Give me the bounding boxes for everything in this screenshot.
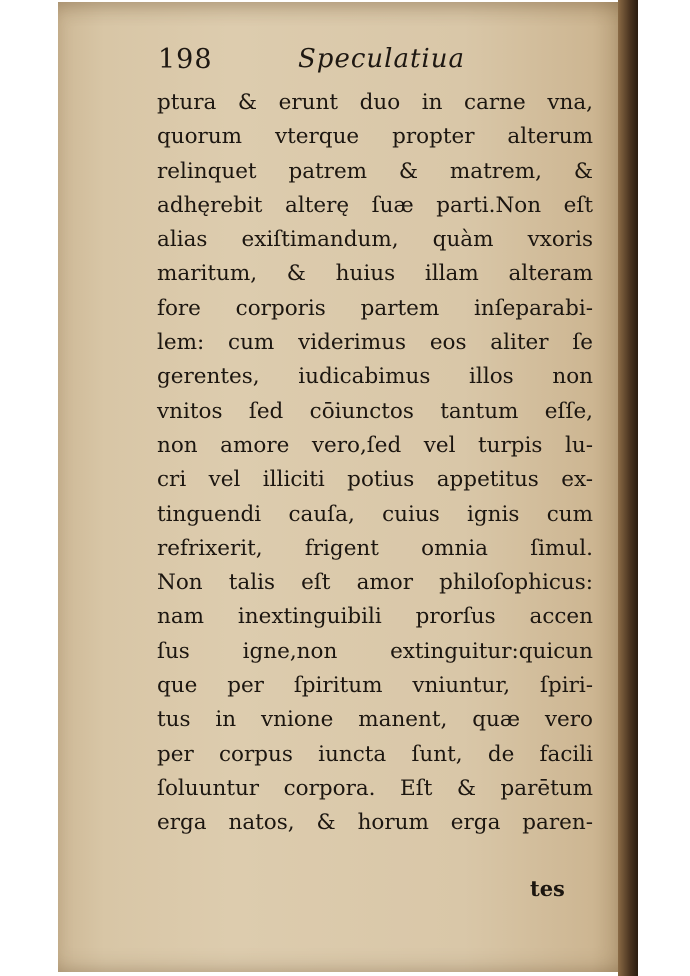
text-body <box>157 86 593 841</box>
text-line: non amore vero,ſed vel turpis lu- <box>157 432 593 458</box>
text-line: nam inextinguibili prorſus accen <box>157 604 593 630</box>
text-line: Non talis eſt amor philoſophicus: <box>157 570 593 596</box>
text-line: quorum vterque propter alterum <box>157 124 593 150</box>
text-line: cri vel illiciti potius appetitus ex- <box>157 467 593 493</box>
text-line: gerentes, iudicabimus illos non <box>157 364 593 390</box>
catchword: tes <box>530 876 565 901</box>
page-header <box>158 44 598 84</box>
page-number: 198 <box>158 44 213 75</box>
text-line: que per ſpiritum vniuntur, ſpiri- <box>157 673 593 699</box>
text-line: erga natos, & horum erga paren- <box>157 810 593 836</box>
text-line: per corpus iuncta ſunt, de facili <box>157 741 593 767</box>
text-line: fore corporis partem inſeparabi- <box>157 295 593 321</box>
text-line: maritum, & huius illam alteram <box>157 261 593 287</box>
text-line: ſus igne,non extinguitur:quicun <box>157 638 593 664</box>
book-spine-shadow <box>618 0 638 976</box>
text-line: vnitos ſed cōiunctos tantum eſſe, <box>157 398 593 424</box>
text-line: lem: cum viderimus eos aliter ſe <box>157 330 593 356</box>
running-head: Speculatiua <box>298 44 465 74</box>
text-line: tus in vnione manent, quæ vero <box>157 707 593 733</box>
text-line: adhęrebit alterę ſuæ parti.Non eſt <box>157 192 593 218</box>
text-line: refrixerit, frigent omnia ſimul. <box>157 535 593 561</box>
text-line: relinquet patrem & matrem, & <box>157 158 593 184</box>
text-line: alias exiſtimandum, quàm vxoris <box>157 227 593 253</box>
text-line: ſoluuntur corpora. Eſt & parētum <box>157 775 593 801</box>
text-line: ptura & erunt duo in carne vna, <box>157 90 593 115</box>
text-line: tinguendi cauſa, cuius ignis cum <box>157 501 593 527</box>
